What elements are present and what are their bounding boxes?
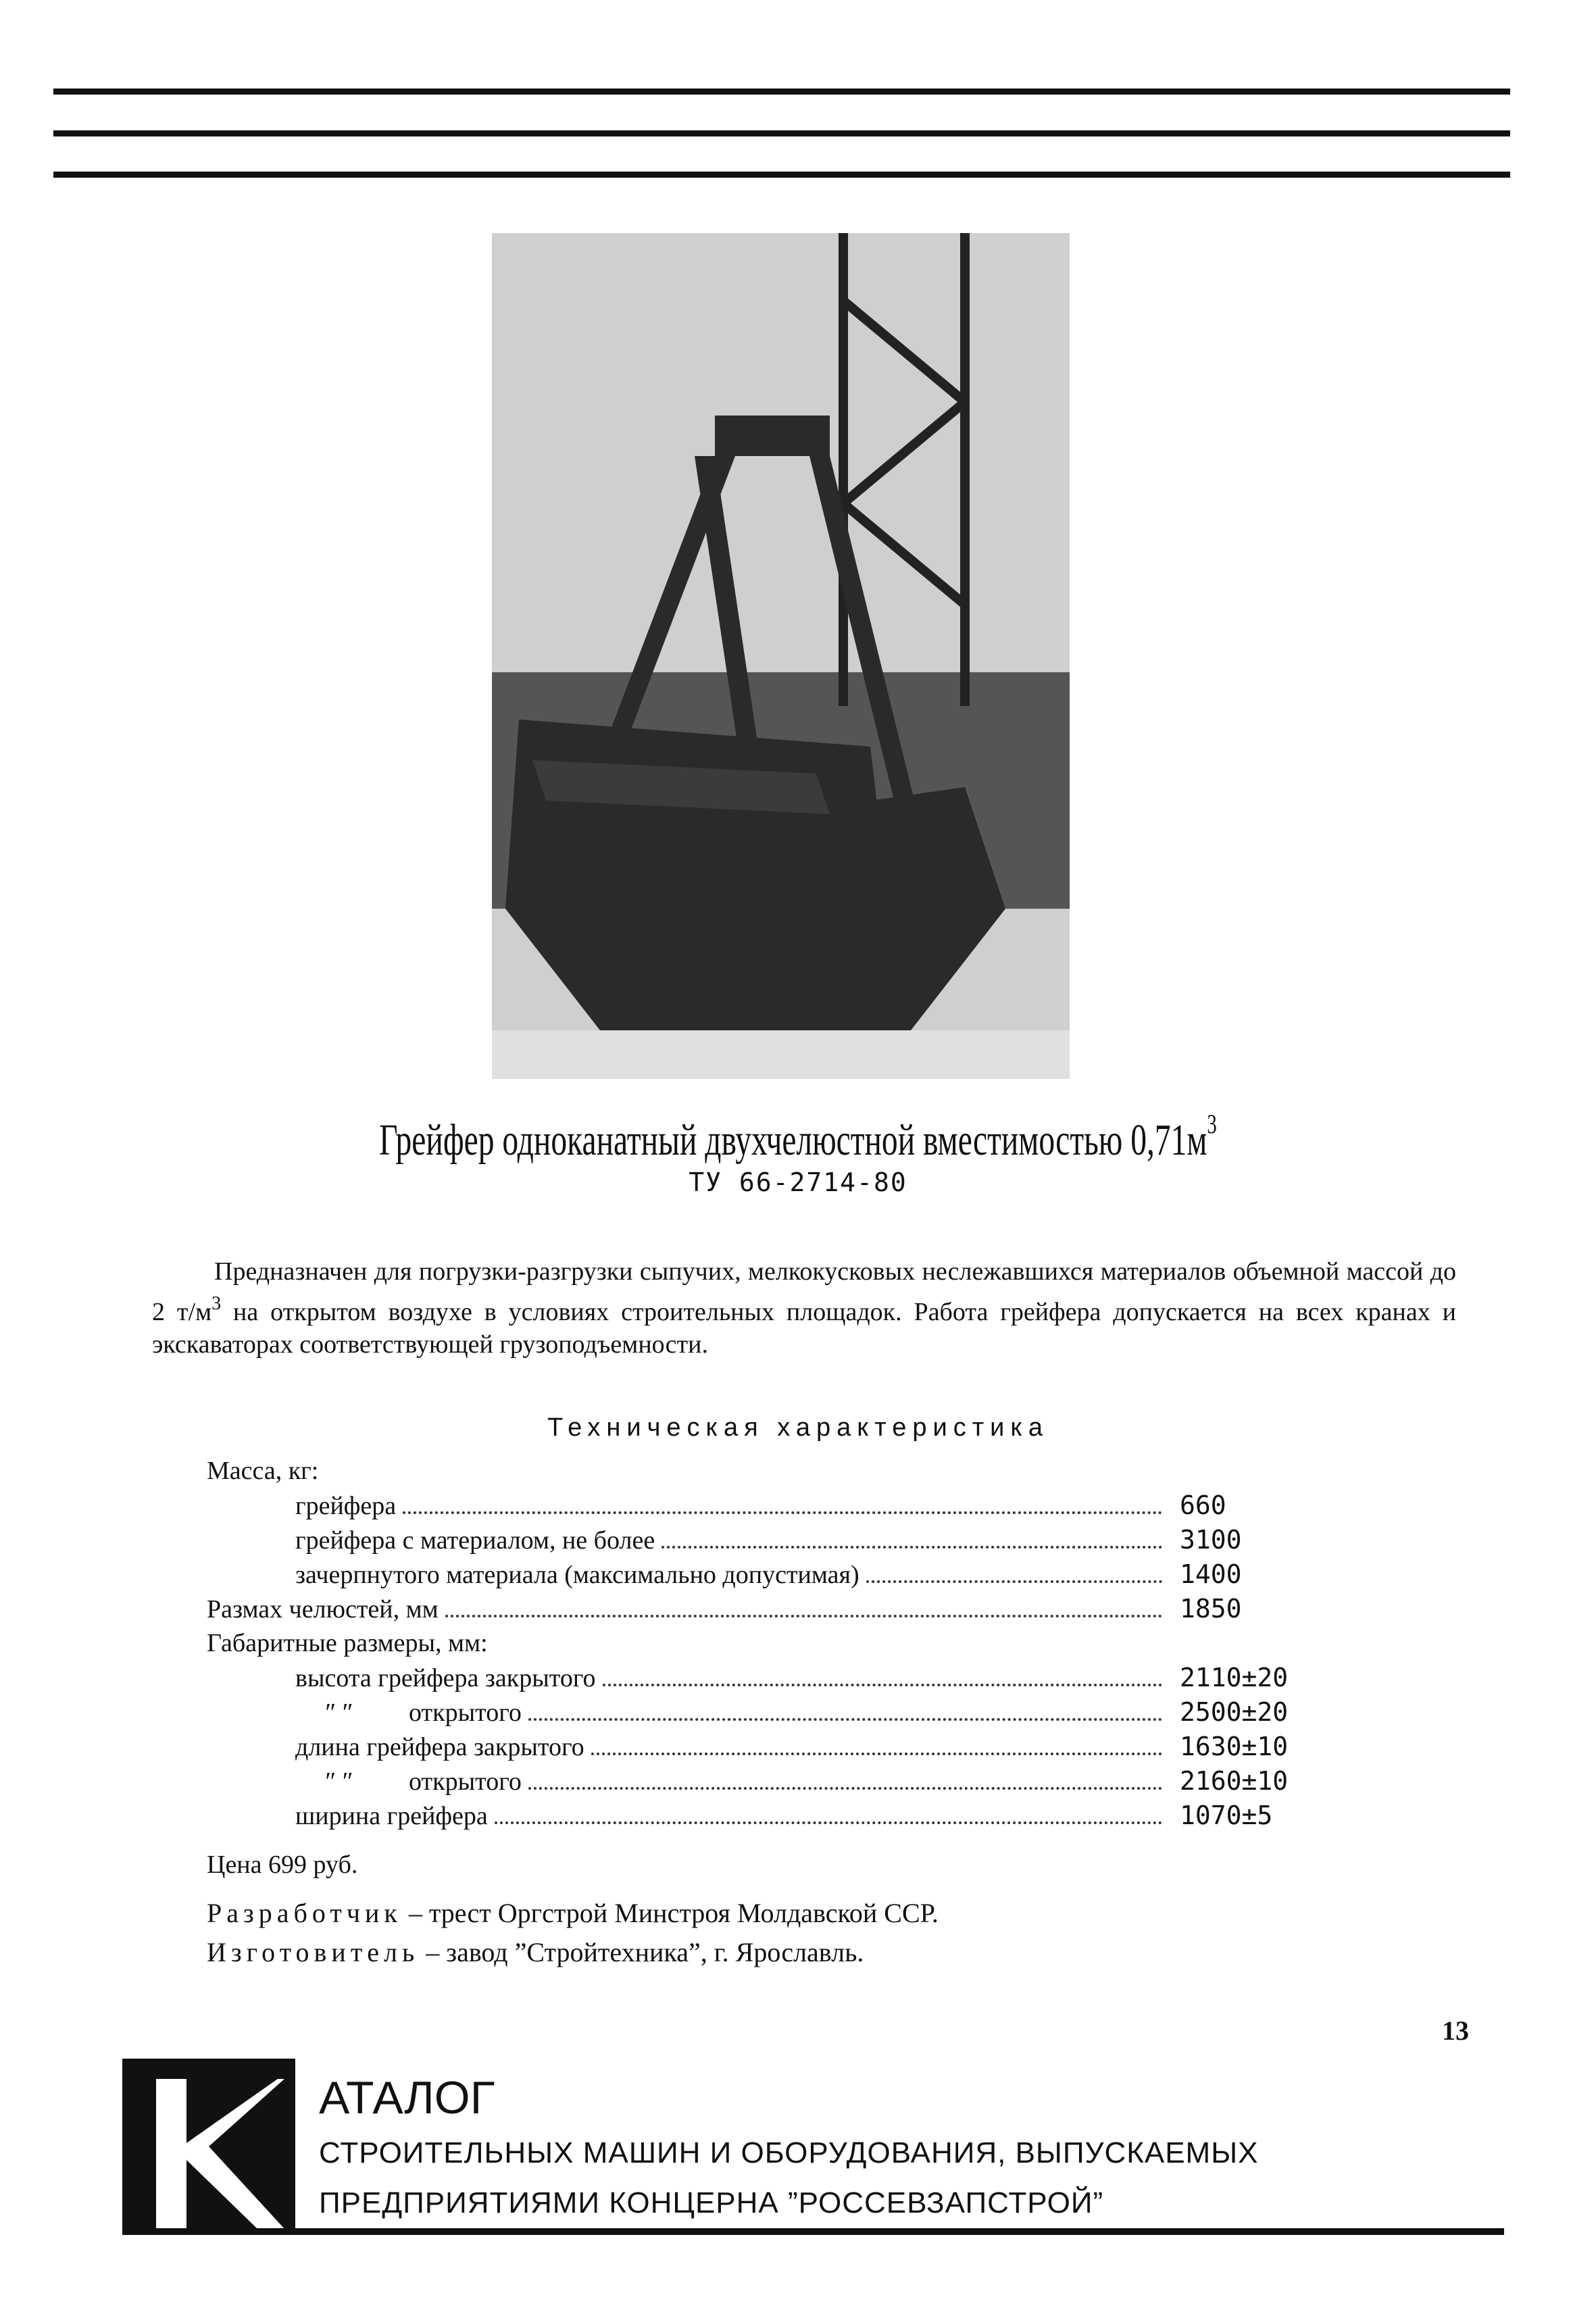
catalog-logo-k [122, 2059, 295, 2234]
spec-label: длина грейфера закрытого [295, 1733, 584, 1761]
specs-heading: Техническая характеристика [547, 1413, 1049, 1442]
spec-label: грейфера с материалом, не более [295, 1526, 655, 1555]
spec-label: Масса, кг: [207, 1457, 319, 1485]
dot-leader [528, 1718, 1162, 1721]
description-text-end: на открытом воздухе в условиях строительных площадок. Работа грейфера допускается на всех кранах и экскаваторах соответствующей грузоподъемности. [152, 1298, 1456, 1359]
spec-value: 2500±20 [1180, 1697, 1289, 1727]
developer-text: – трест Оргстрой Минстроя Молдавской ССР. [401, 1898, 939, 1928]
title-superscript: 3 [1207, 1109, 1217, 1139]
catalog-subtitle-line2: ПРЕДПРИЯТИЯМИ КОНЦЕРНА ”РОССЕВЗАПСТРОЙ” [319, 2186, 1104, 2219]
header-rule-3 [53, 172, 1510, 178]
spec-label: открытого [409, 1699, 522, 1727]
spec-value: 660 [1180, 1490, 1226, 1520]
spec-row [207, 1456, 1322, 1490]
manufacturer-text: – завод ”Стройтехника”, г. Ярославль. [419, 1937, 864, 1967]
standard-code: ТУ 66-2714-80 [689, 1167, 907, 1197]
spec-label: грейфера [295, 1492, 397, 1520]
spec-row [207, 1801, 1322, 1835]
spec-row [207, 1525, 1322, 1559]
dot-leader [403, 1511, 1162, 1514]
header-rule-1 [53, 89, 1510, 95]
footer-rule [122, 2228, 1504, 2235]
dot-leader [603, 1684, 1162, 1686]
manufacturer-line [207, 1936, 864, 1968]
product-title [0, 1108, 1596, 1166]
spec-label: Габаритные размеры, мм: [207, 1629, 488, 1657]
dot-leader [528, 1787, 1162, 1790]
manufacturer-label: Изготовитель [207, 1937, 420, 1967]
spec-value: 3100 [1180, 1525, 1242, 1555]
spec-label: ширина грейфера [295, 1802, 488, 1830]
header-rule-2 [53, 130, 1510, 136]
page-number: 13 [1442, 2015, 1469, 2046]
dot-leader [662, 1546, 1162, 1549]
dot-leader [866, 1580, 1162, 1583]
catalog-title: АТАЛОГ [319, 2072, 495, 2123]
spec-row [207, 1490, 1322, 1525]
grab-bucket-photo [492, 233, 1070, 1079]
specs-list [207, 1456, 1322, 1835]
spec-value: 1850 [1180, 1594, 1242, 1624]
description-text: Предназначен для погрузки-разгрузки сыпучих, мелкокусковых неслежавшихся материалов объемной массой до 2 т/м [152, 1257, 1456, 1326]
product-title-text: Грейфер одноканатный двухчелюстной вместимостью 0,71м [379, 1115, 1207, 1165]
dot-leader [591, 1753, 1162, 1755]
spec-row [207, 1697, 1322, 1732]
spec-row [207, 1628, 1322, 1663]
developer-label: Разработчик [207, 1898, 402, 1928]
developer-line [207, 1897, 939, 1929]
ditto-marks: ″ ″ [325, 1699, 353, 1727]
dot-leader [445, 1615, 1162, 1617]
spec-row [207, 1559, 1322, 1594]
spec-value: 1630±10 [1180, 1732, 1289, 1761]
spec-label: зачерпнутого материала (максимально допустимая) [295, 1561, 859, 1589]
spec-label: высота грейфера закрытого [295, 1664, 596, 1692]
spec-value: 1400 [1180, 1559, 1242, 1589]
spec-label: открытого [409, 1767, 522, 1796]
description-superscript: 3 [211, 1293, 222, 1314]
description-paragraph [152, 1255, 1456, 1361]
spec-row [207, 1766, 1322, 1801]
spec-label: Размах челюстей, мм [207, 1595, 439, 1624]
price: Цена 699 руб. [207, 1851, 358, 1879]
spec-value: 2160±10 [1180, 1766, 1289, 1796]
dot-leader [495, 1821, 1162, 1824]
catalog-subtitle-line1: СТРОИТЕЛЬНЫХ МАШИН И ОБОРУДОВАНИЯ, ВЫПУСКАЕМЫХ [319, 2136, 1259, 2169]
spec-value: 2110±20 [1180, 1663, 1289, 1692]
spec-value: 1070±5 [1180, 1801, 1273, 1830]
spec-row [207, 1594, 1322, 1628]
spec-row [207, 1663, 1322, 1697]
ditto-marks: ″ ″ [325, 1767, 353, 1796]
spec-row [207, 1732, 1322, 1766]
